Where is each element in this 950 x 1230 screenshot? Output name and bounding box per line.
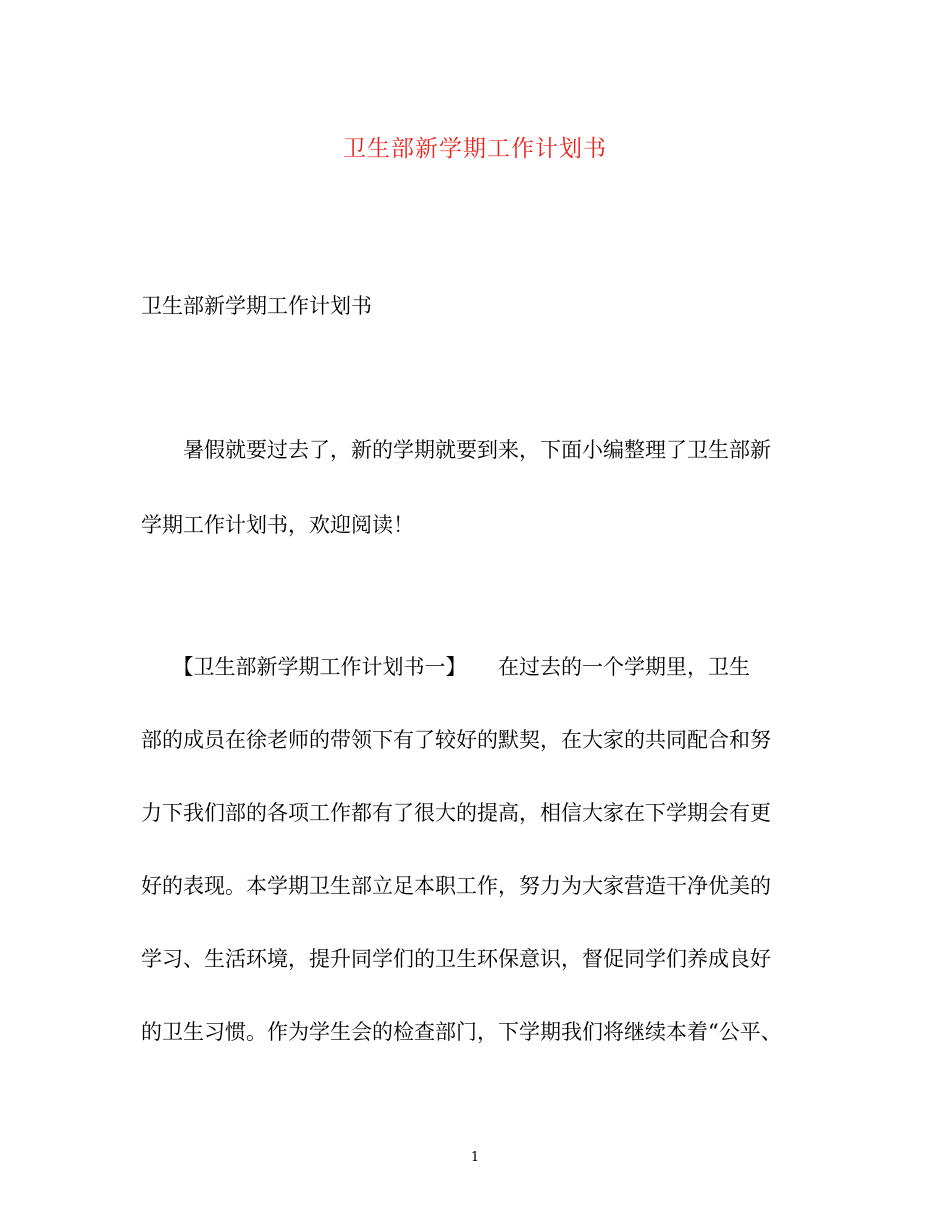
body-line: 好的表现。本学期卫生部立足本职工作，努力为大家营造干净优美的 [141, 874, 771, 898]
body-line: 部的成员在徐老师的带领下有了较好的默契，在大家的共同配合和努 [141, 728, 771, 752]
body-line: 力下我们部的各项工作都有了很大的提高，相信大家在下学期会有更 [141, 801, 771, 825]
body-line: 学期工作计划书，欢迎阅读！ [141, 513, 414, 537]
document-title: 卫生部新学期工作计划书 [343, 136, 607, 162]
page-number: 1 [470, 1150, 480, 1165]
body-line: 【卫生部新学期工作计划书一】 在过去的一个学期里，卫生 [141, 655, 750, 679]
document-subtitle: 卫生部新学期工作计划书 [141, 294, 372, 318]
body-line: 学习、生活环境，提升同学们的卫生环保意识，督促同学们养成良好 [141, 947, 771, 971]
body-line: 暑假就要过去了，新的学期就要到来，下面小编整理了卫生部新 [141, 438, 771, 462]
body-line: 的卫生习惯。作为学生会的检查部门，下学期我们将继续本着“公平、 [141, 1020, 782, 1044]
